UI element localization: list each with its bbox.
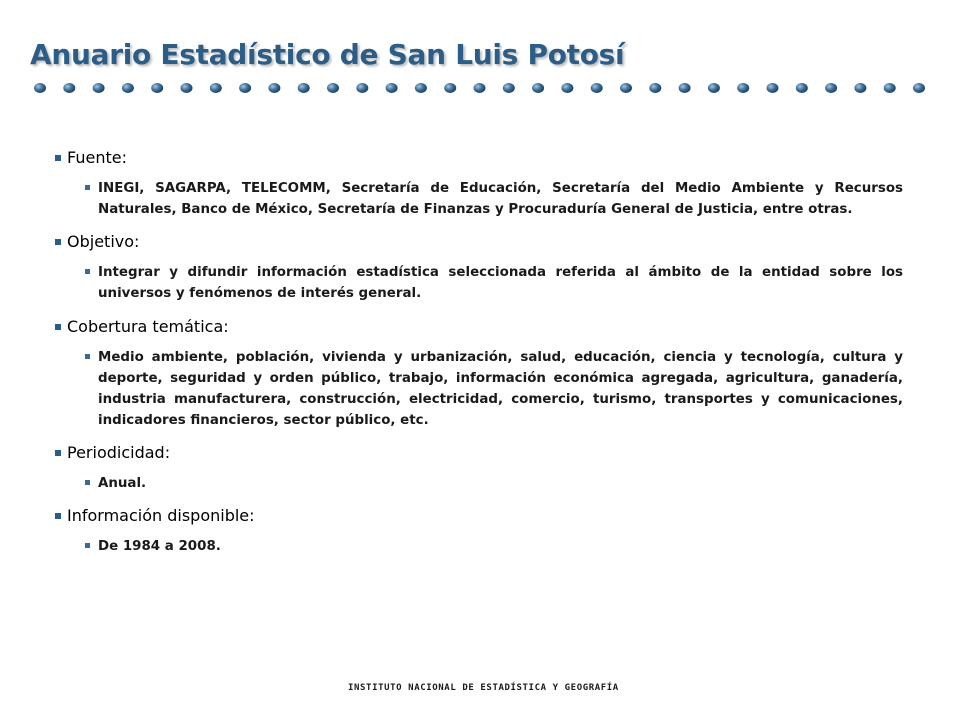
section-item: De 1984 a 2008.	[98, 539, 221, 554]
divider-dot	[561, 83, 573, 93]
divider-dot	[796, 83, 808, 93]
divider-dot	[298, 83, 310, 93]
section-heading: Periodicidad:	[67, 443, 171, 462]
divider-dot	[767, 83, 779, 93]
divider-dot	[708, 83, 720, 93]
section-heading: Información disponible:	[67, 506, 255, 525]
divider-dot	[151, 83, 163, 93]
divider-dot	[854, 83, 866, 93]
divider-dot	[737, 83, 749, 93]
section-heading: Cobertura temática:	[67, 317, 229, 336]
footer-institution: INSTITUTO NACIONAL DE ESTADÍSTICA Y GEOGRAFÍA	[348, 683, 619, 693]
divider-dot	[620, 83, 632, 93]
divider-dot	[63, 83, 75, 93]
square-bullet-icon	[85, 269, 90, 274]
divider-dot	[679, 83, 691, 93]
square-bullet-icon	[55, 324, 61, 330]
square-bullet-icon	[55, 513, 61, 519]
divider-dot	[34, 83, 46, 93]
divider-dot	[591, 83, 603, 93]
square-bullet-icon	[85, 480, 90, 485]
divider-dot	[122, 83, 134, 93]
square-bullet-icon	[55, 239, 61, 245]
section-cobertura	[55, 317, 903, 431]
divider-dot	[210, 83, 222, 93]
content-area	[55, 148, 903, 557]
divider-dot	[913, 83, 925, 93]
divider-dot	[268, 83, 280, 93]
square-bullet-icon	[55, 450, 61, 456]
divider-dot	[474, 83, 486, 93]
divider-dot	[239, 83, 251, 93]
square-bullet-icon	[85, 185, 90, 190]
divider-dot	[93, 83, 105, 93]
section-objetivo	[55, 232, 903, 304]
divider-dot	[415, 83, 427, 93]
section-item: Medio ambiente, población, vivienda y urbanización, salud, educación, ciencia y tecnología, cultura y deporte, seguridad y orden público, trabajo, información económica agregada, agricultura, ganadería, industria manufacturera, construcción, electricidad, comercio, turismo, transportes y comunicaciones, indicadores financieros, sector público, etc.	[98, 350, 903, 428]
section-item: Integrar y difundir información estadística seleccionada referida al ámbito de la entidad sobre los universos y fenómenos de interés general.	[98, 265, 903, 301]
divider-dot	[356, 83, 368, 93]
section-item: INEGI, SAGARPA, TELECOMM, Secretaría de Educación, Secretaría del Medio Ambiente y Recursos Naturales, Banco de México, Secretaría de Finanzas y Procuraduría General de Justicia, entre otras.	[98, 181, 903, 217]
page-title: Anuario Estadístico de San Luis Potosí	[30, 38, 625, 71]
section-heading: Fuente:	[67, 148, 127, 167]
section-periodicidad	[55, 443, 903, 494]
section-heading: Objetivo:	[67, 232, 140, 251]
divider-dot	[532, 83, 544, 93]
dotted-divider	[32, 78, 932, 98]
divider-dot	[327, 83, 339, 93]
section-item: Anual.	[98, 476, 147, 491]
square-bullet-icon	[85, 354, 90, 359]
square-bullet-icon	[85, 543, 90, 548]
square-bullet-icon	[55, 155, 61, 161]
divider-dot	[825, 83, 837, 93]
divider-dot	[503, 83, 515, 93]
divider-dot	[884, 83, 896, 93]
divider-dot	[386, 83, 398, 93]
divider-dot	[181, 83, 193, 93]
divider-dot	[649, 83, 661, 93]
divider-dot	[444, 83, 456, 93]
section-informacion-disponible	[55, 506, 903, 557]
section-fuente	[55, 148, 903, 220]
